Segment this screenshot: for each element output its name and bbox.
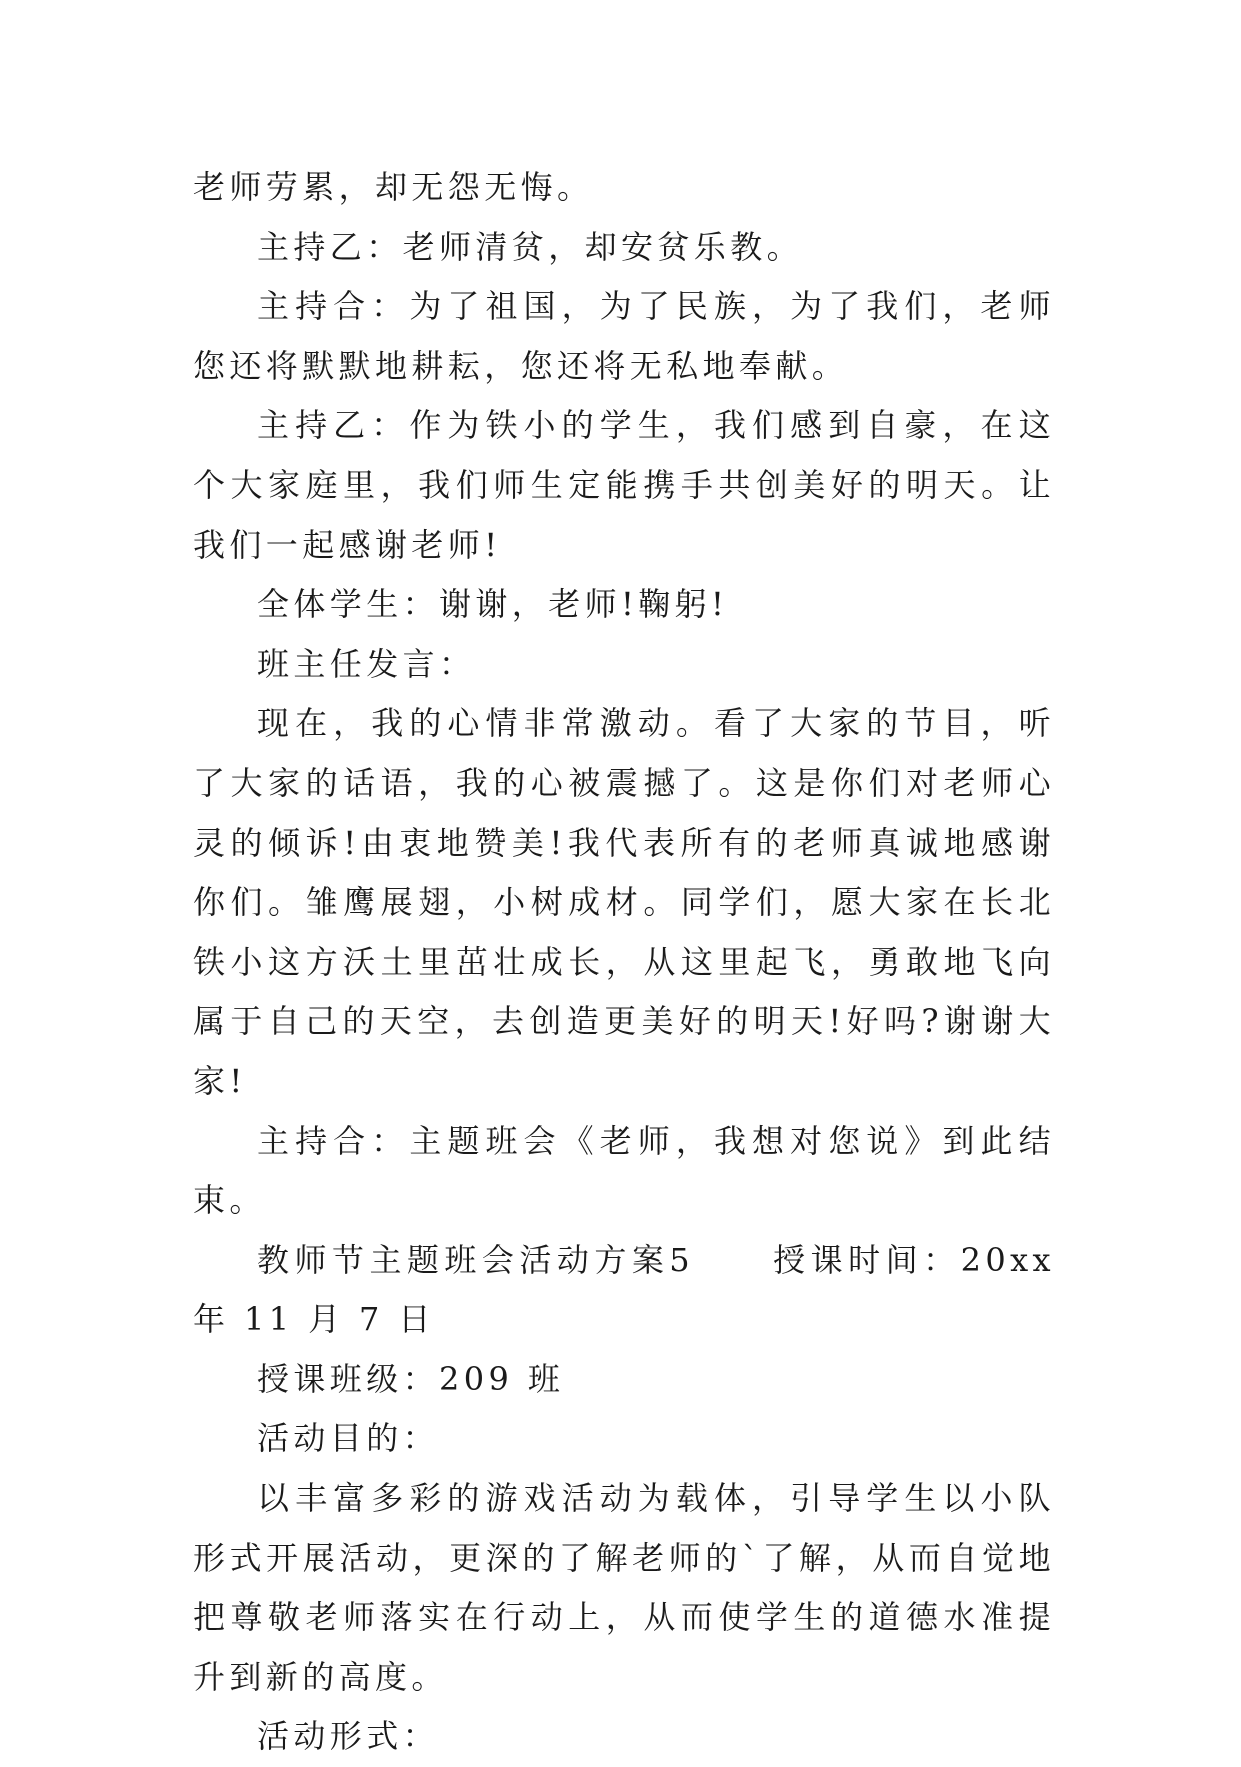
- paragraph: 现在，我的心情非常激动。看了大家的节目，听了大家的话语，我的心被震撼了。这是你们对老师心灵的倾诉!由衷地赞美!我代表所有的老师真诚地感谢你们。雏鹰展翅，小树成材。同学们，愿大家在长北铁小这方沃土里茁壮成长，从这里起飞，勇敢地飞向属于自己的天空，去创造更美好的明天!好吗?谢谢大家!: [193, 704, 1055, 1100]
- paragraph: 班主任发言：: [257, 644, 476, 683]
- paragraph: 主持乙：老师清贫，却安贫乐教。: [257, 227, 804, 266]
- paragraph: 以丰富多彩的游戏活动为载体，引导学生以小队形式开展活动，更深的了解老师的`了解，从而自觉地把尊敬老师落实在行动上，从而使学生的道德水准提升到新的高度。: [193, 1479, 1055, 1696]
- paragraph: 老师劳累，却无怨无悔。: [193, 168, 594, 206]
- plan-heading: [193, 1231, 1055, 1350]
- paragraph: 全体学生：谢谢，老师!鞠躬!: [257, 585, 729, 624]
- paragraph: 主持合：主题班会《老师，我想对您说》到此结束。: [193, 1121, 1055, 1220]
- document-body: [193, 158, 1055, 1767]
- paragraph: 活动目的：: [257, 1419, 440, 1458]
- plan-title: 教师节主题班会活动方案5: [257, 1240, 695, 1279]
- paragraph: 授课班级：209 班: [257, 1359, 565, 1398]
- paragraph: 主持合：为了祖国，为了民族，为了我们，老师您还将默默地耕耘，您还将无私地奉献。: [193, 287, 1055, 385]
- plan-time: 授课时间：20xx 年 11 月 7 日: [193, 1240, 1055, 1339]
- paragraph: 主持乙：作为铁小的学生，我们感到自豪，在这个大家庭里，我们师生定能携手共创美好的明天。让我们一起感谢老师!: [193, 406, 1055, 564]
- paragraph: 活动形式：: [257, 1717, 440, 1756]
